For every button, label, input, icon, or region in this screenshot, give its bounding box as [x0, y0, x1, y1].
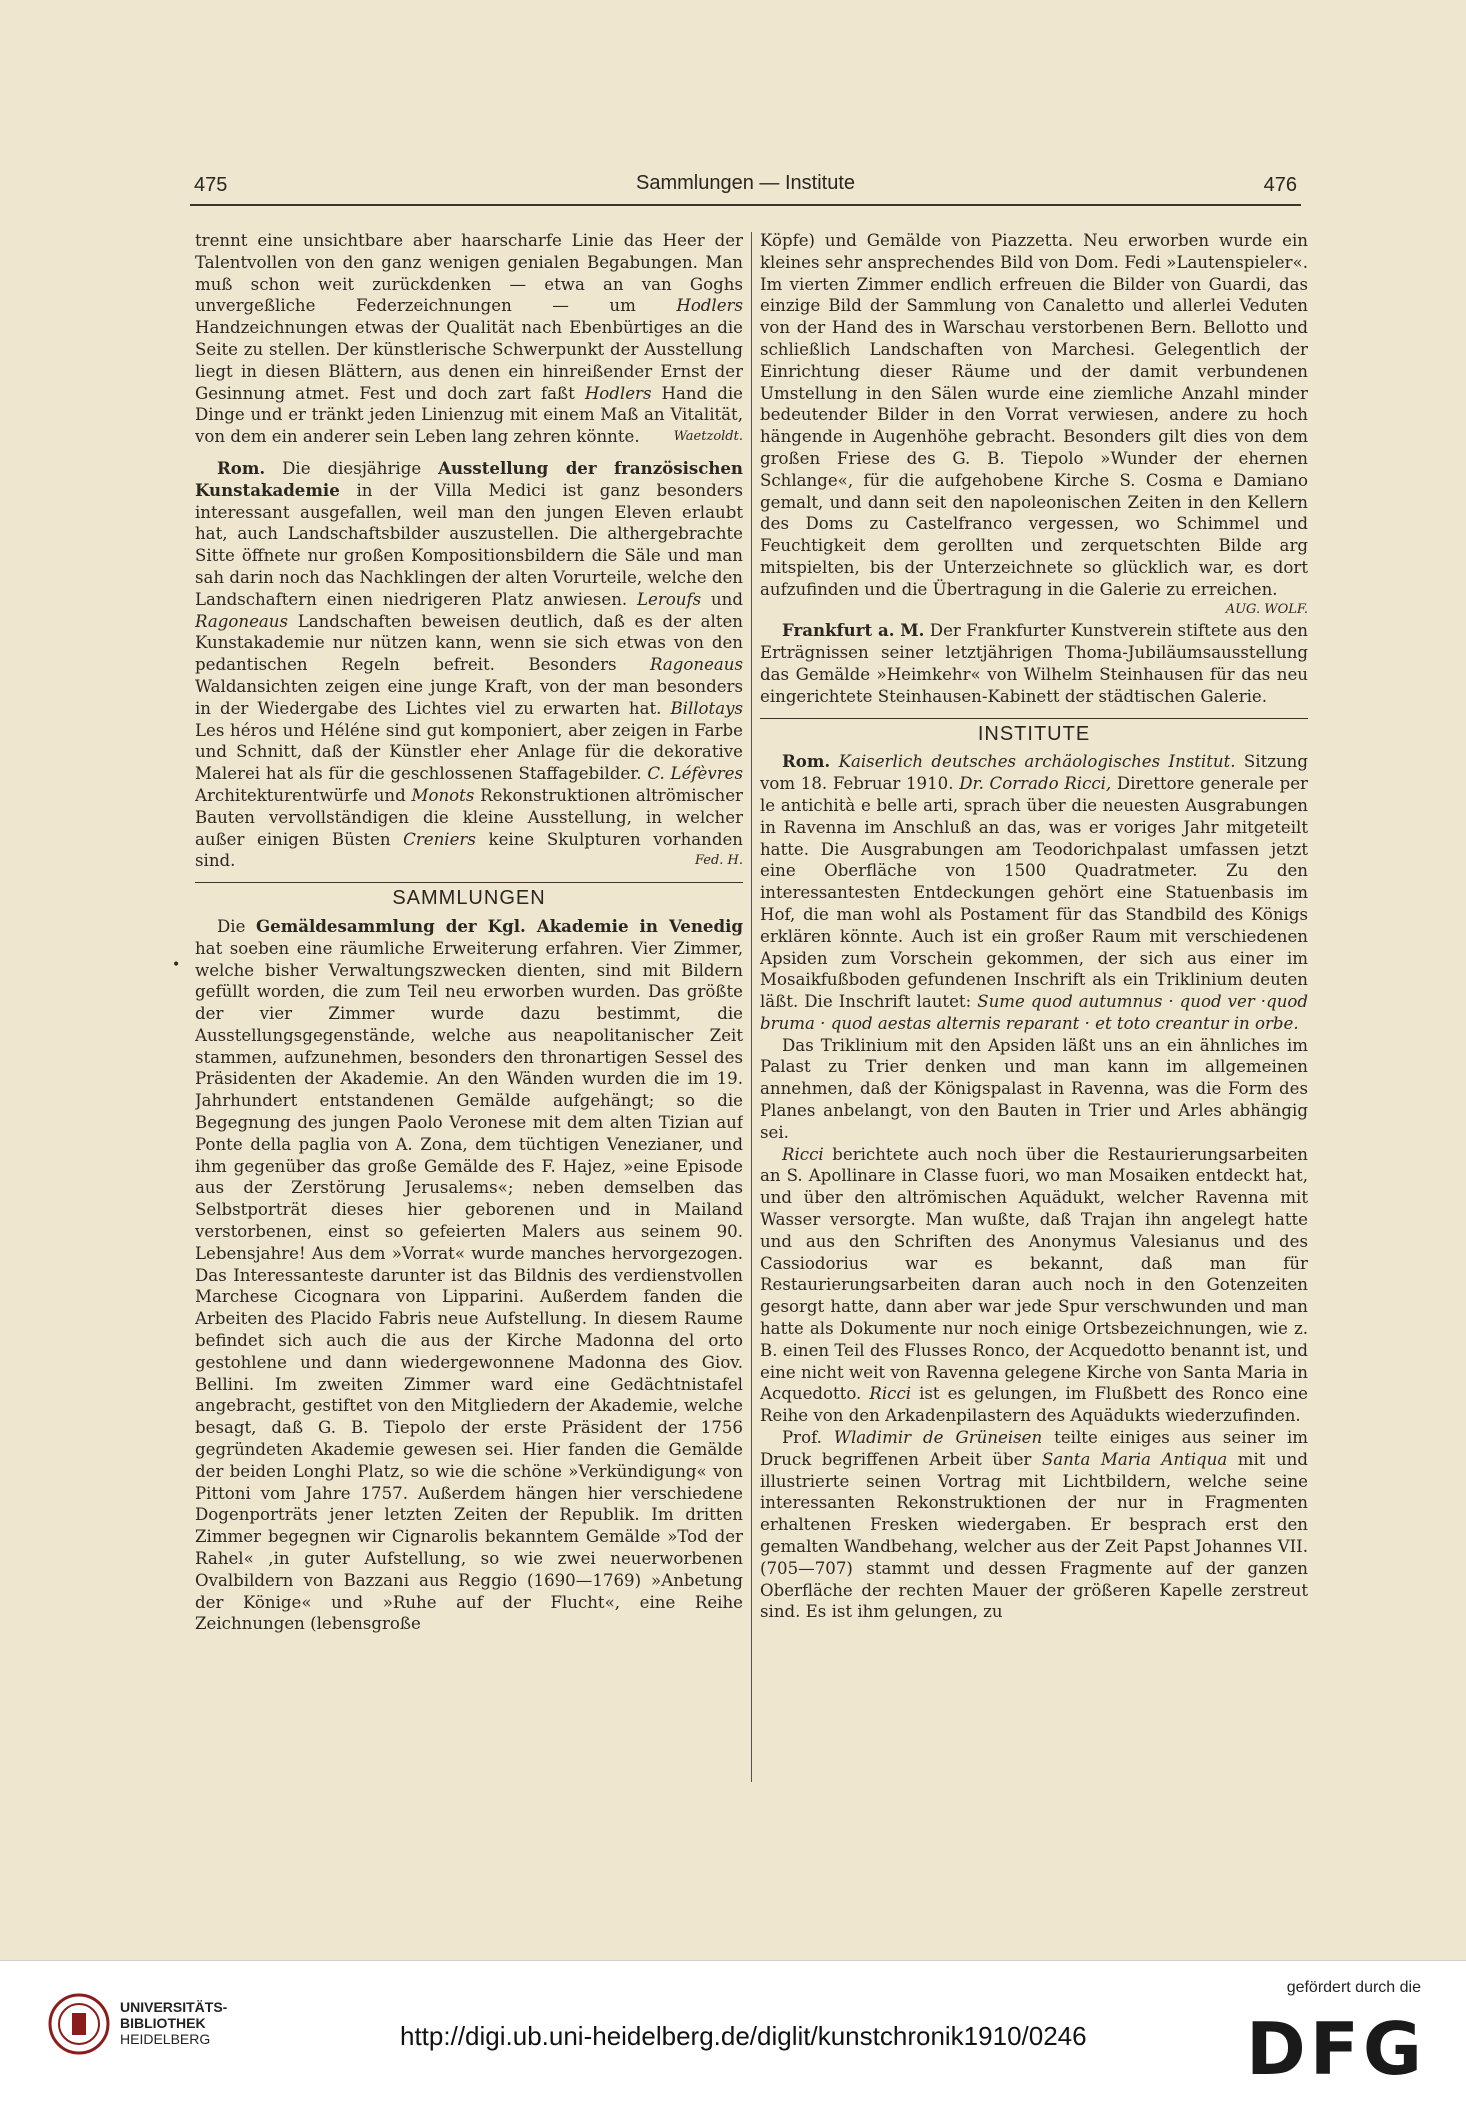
margin-dot: • — [172, 957, 181, 973]
signature-aug-wolf: AUG. WOLF. — [1225, 601, 1308, 617]
digitization-footer — [0, 1960, 1466, 2105]
page-number-left: 475 — [194, 174, 228, 196]
section-heading-institute: INSTITUTE — [760, 718, 1308, 746]
paragraph-venedig: Die Gemäldesammlung der Kgl. Akademie in Venedig hat soeben eine räumliche Erweiterung erfahren. Vier Zimmer, welche bisher Verwaltungszwecken dienten, sind mit Bildern gefüllt worden, die zum Teil neu erworben wurden. Das größte der vier Zimmer wurde dazu bestimmt, die Ausstellungsgegenstände, welche aus neapolitanischer Zeit stammen, aufzunehmen, besonders den thronartigen Sessel des Präsidenten der Akademie. An den Wänden wurden die im 19. Jahrhundert entstandenen Gemälde aufgehängt; so die Begegnung des jungen Paolo Veronese mit dem alten Tizian auf Ponte della paglia von A. Zona, dem tüchtigen Venezianer, und ihm gegenüber das große Gemälde des F. Hajez, »eine Episode aus der Zerstörung Jerusalems«; neben demselben das Selbstporträt dieses hier geborenen und in Mailand verstorbenen, einst so gefeierten Malers aus seinem 90. Lebensjahre! Aus dem »Vorrat« wurde manches hervorgezogen. Das Interessanteste darunter ist das Bildnis des verdienstvollen Marchese Cicognara von Lipparini. Außerdem fanden die Arbeiten des Placido Fabris neue Aufstellung. In diesem Raume befindet sich auch die aus der Kirche Madonna del orto gestohlene und dann wiedergewonnene Madonna des Giov. Bellini. Im zweiten Zimmer ward eine Gedächtnistafel angebracht, gestiftet von den Mitgliedern der Akademie, welche besagt, daß G. B. Tiepolo der erste Präsident der 1756 gegründeten Akademie gewesen sei. Hier fanden die Gemälde der beiden Longhi Platz, so wie die schöne »Verkündigung« von Pittoni vom Jahre 1757. Außerdem hängen hier verschiedene Dogenporträts jener letzten Zeiten der Republik. Im dritten Zimmer begegnen wir Cignarolis bekanntem Gemälde »Tod der Rahel« ,in guter Aufstellung, so wie zwei neuerworbenen Ovalbildern von Bazzani aus Reggio (1690—1769) »Anbetung der Könige« und »Ruhe auf der Flucht«, eine Reihe Zeichnungen (lebensgroße — [195, 915, 743, 1634]
running-title: Sammlungen — Institute — [636, 172, 855, 194]
university-seal-icon — [48, 1993, 110, 2055]
paragraph-rom: Rom. Die diesjährige Ausstellung der französischen Kunstakademie in der Villa Medici ist ganz besonders interessant ausgefallen, weil man den jungen Eleven erlaubt hat, auch Landschaftsbilder auszustellen. Die althergebrachte Sitte öffnete nur großen Kompositionsbildern die Säle und man sah darin noch das Nachklingen der alten Vorurteile, welche den Landschaftern einen niedrigeren Platz anwiesen. Leroufs und Ragoneaus Landschaften beweisen deutlich, daß es der alten Kunstakademie nur nützen kann, wenn sie sich etwas von den pedantischen Regeln befreit. Besonders Ragoneaus Waldansichten zeigen eine junge Kraft, von der man besonders in der Wiedergabe des Lichtes viel zu erwarten hat. Billotays Les héros und Héléne sind gut komponiert, aber zeigen in Farbe und Schnitt, daß der Künstler eher Anlage für die dekorative Malerei hat als für die geschlossenen Staffagebilder. C. Léfèvres Architekturentwürfe und Monots Rekonstruktionen altrömischer Bauten vervollständigen die kleine Ausstellung, in welcher außer einigen Büsten Creniers keine Skulpturen vorhanden sind. Fed. H. — [195, 457, 743, 871]
section-heading-sammlungen: SAMMLUNGEN — [195, 882, 743, 910]
library-name: UNIVERSITÄTS- BIBLIOTHEK HEIDELBERG — [120, 1999, 228, 2047]
signature-fed-h: Fed. H. — [694, 853, 743, 869]
funding-label: gefördert durch die — [1286, 1979, 1421, 1996]
source-url-link[interactable]: http://digi.ub.uni-heidelberg.de/diglit/kunstchronik1910/0246 — [400, 2021, 1087, 2051]
page-header — [190, 170, 1301, 206]
signature-waetzoldt: Waetzoldt. — [673, 429, 743, 445]
paragraph-ricci: Ricci berichtete auch noch über die Restaurierungsarbeiten an S. Apollinare in Classe fuori, wo man Mosaiken entdeckt hat, und über den altrömischen Aquädukt, welcher Ravenna mit Wasser versorgte. Man wußte, daß Trajan ihn angelegt hatte und aus den Schriften des Anonymus Valesianus und des Cassiodorius war es bekannt, daß man für Restaurierungsarbeiten daran auch noch in den Gotenzeiten gesorgt hatte, dann aber war jede Spur verschwunden und man hatte als Dokumente nur noch einige Ortsbezeichnungen, wie z. B. einen Teil des Flusses Ronco, der Acquedotto benannt ist, und eine nicht weit von Ravenna gelegene Kirche von Santa Maria in Acquedotto. Ricci ist es gelungen, im Flußbett des Ronco eine Reihe von den Arkadenpilastern des Aquädukts wiederzufinden. — [760, 1144, 1308, 1426]
paragraph-hodler: trennt eine unsichtbare aber haarscharfe Linie das Heer der Talentvollen von den ganz wenigen genialen Begabungen. Man muß schon weit zurückdenken — etwa an van Goghs unvergeßliche Federzeichnungen — um Hodlers Handzeichnungen etwas der Qualität nach Ebenbürtiges an die Seite zu stellen. Der künstlerische Schwerpunkt der Ausstellung liegt in diesen Blättern, aus denen ein hinreißender Ernst der Gesinnung atmet. Fest und doch zart faßt Hodlers Hand die Dinge und er tränkt jeden Linienzug mit einem Maß an Vitalität, von dem ein anderer sein Leben lang zehren könnte. Waetzoldt. — [195, 231, 743, 447]
dfg-logo: DFG — [1245, 2007, 1426, 2091]
paragraph-triklinium: Das Triklinium mit den Apsiden läßt uns an ein ähnliches im Palast zu Trier denken und man kann im allgemeinen annehmen, daß der Königspalast in Ravenna, was die Form des Planes anbelangt, von den Bauten in Trier und Arles abhängig sei. — [760, 1035, 1308, 1142]
paragraph-frankfurt: Frankfurt a. M. Der Frankfurter Kunstverein stiftete aus den Erträgnissen seiner letztjährigen Thoma-Jubiläumsausstellung das Gemälde »Heimkehr« von Wilhelm Steinhausen für das neu eingerichtete Steinhausen-Kabinett der städtischen Galerie. — [760, 620, 1308, 706]
paragraph-institut-rom: Rom. Kaiserlich deutsches archäologisches Institut. Sitzung vom 18. Februar 1910. Dr. Corrado Ricci, Direttore generale per le antichità e belle arti, sprach über die neuesten Ausgrabungen in Ravenna im Anschluß an das, was er voriges Jahr mitgeteilt hatte. Die Ausgrabungen am Teodorichpalast umfassen jetzt eine Oberfläche von 1500 Quadratmeter. Zu den interessantesten Entdeckungen gehört eine Statuenbasis im Hof, die man wohl als Postament für das Standbild des Königs erklären könnte. Auch ist ein großer Raum mit verschiedenen Apsiden zum Vorschein gekommen, der sich aus einer im Mosaikfußboden gefundenen Inschrift als ein Triklinium deuten läßt. Die Inschrift lautet: Sume quod autumnus · quod ver ·quod bruma · quod aestas alternis reparant · et toto creantur in orbe. — [760, 751, 1308, 1033]
right-column — [760, 230, 1308, 1785]
paragraph-grueneisen: Prof. Wladimir de Grüneisen teilte einiges aus seiner im Druck begriffenen Arbeit über Santa Maria Antiqua mit und illustrierte seinen Vortrag mit Lichtbildern, welche seine interessanten Rekonstruktionen der nur in Fragmenten erhaltenen Fresken wiedergaben. Er besprach erst den gemalten Wandbehang, welcher aus der Zeit Papst Johannes VII. (705—707) stammt und dessen Fragmente auf der ganzen Oberfläche der rechten Mauer der größeren Kapelle zerstreut sind. Es ist ihm gelungen, zu — [760, 1428, 1308, 1622]
column-divider — [751, 232, 752, 1782]
page-number-right: 476 — [1263, 174, 1297, 196]
left-column — [195, 230, 743, 1785]
paragraph-venedig-cont: Köpfe) und Gemälde von Piazzetta. Neu erworben wurde ein kleines sehr ansprechendes Bild von Dom. Fedi »Lautenspieler«. Im vierten Zimmer endlich erfreuen die Bilder von Guardi, das einzige Bild der Sammlung von Canaletto und allerlei Veduten von der Hand des in Warschau verstorbenen Bern. Bellotto und schließlich Landschaften von Marchesi. Gelegentlich der Einrichtung dieser Räume und der damit verbundenen Umstellung in den Sälen wurde eine ziemliche Anzahl minder bedeutender Bilder in den Vorrat verwiesen, andere zu hoch hängende in Augenhöhe gebracht. Besonders gilt dies von dem großen Friese des G. B. Tiepolo »Wunder der ehernen Schlange«, für die aufgehobene Kirche S. Cosma e Damiano gemalt, und dann seit den napoleonischen Zeiten in den Kellern des Doms zu Castelfranco vergessen, wo Schimmel und Feuchtigkeit dem gerollten und zerquetschten Bilde arg mitspielten, bis der Unterzeichnete so glücklich war, es dort aufzufinden und die Übertragung in die Galerie zu erreichen. — [760, 231, 1308, 599]
